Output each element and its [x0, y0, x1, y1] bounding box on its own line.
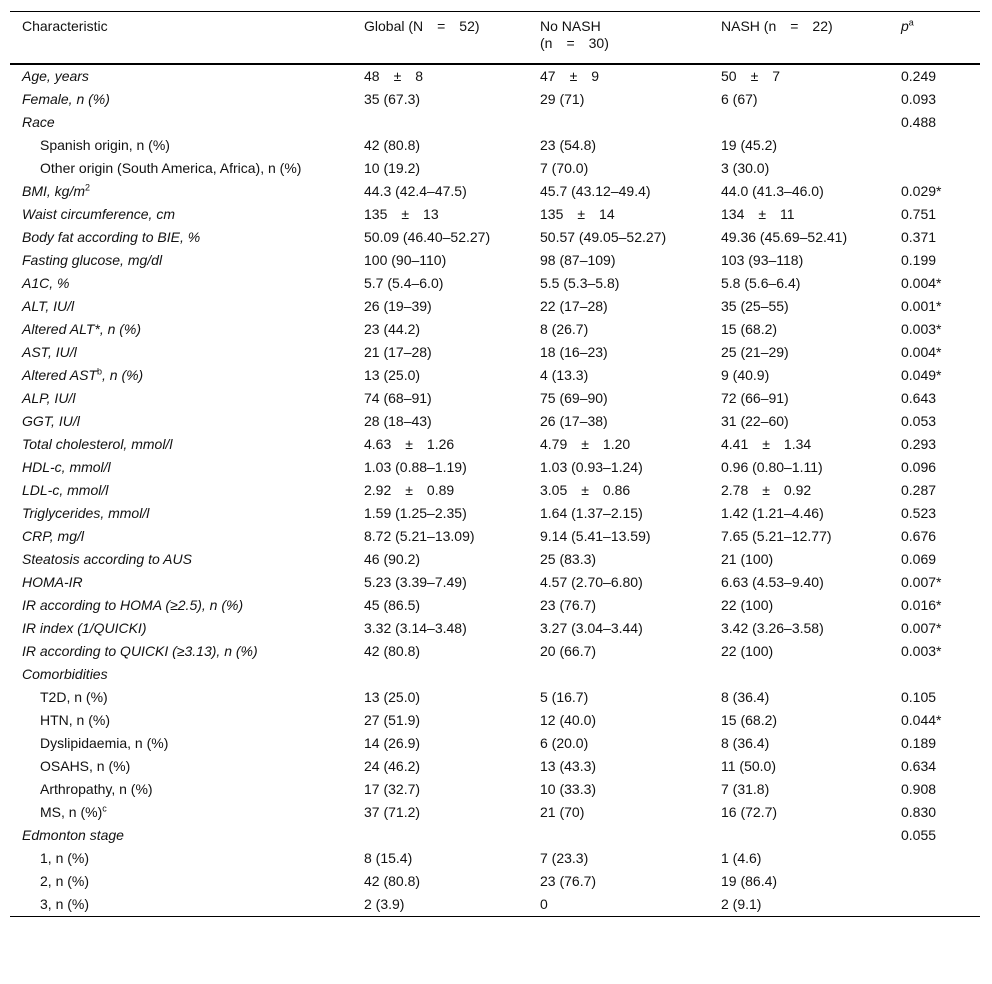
- table-row: [10, 502, 980, 525]
- table-row: [10, 134, 980, 157]
- cell-no-nash: 5.5 (5.3–5.8): [540, 275, 620, 291]
- cell-nash: 19 (86.4): [721, 873, 778, 889]
- cell-no-nash: 12 (40.0): [540, 712, 597, 728]
- cell-nash: 4.41 ± 1.34: [721, 436, 812, 452]
- cell-global: 28 (18–43): [364, 413, 432, 429]
- row-label-text: HTN, n (%): [40, 712, 110, 728]
- cell-p: 0.830: [901, 804, 937, 820]
- cell-global: 100 (90–110): [364, 252, 447, 268]
- cell-global: [352, 111, 528, 134]
- table-row: [10, 410, 980, 433]
- cell-global: 44.3 (42.4–47.5): [364, 183, 467, 199]
- cell-no-nash: [528, 663, 709, 686]
- cell-no-nash: 21 (70): [540, 804, 585, 820]
- cell-no-nash: 20 (66.7): [540, 643, 597, 659]
- row-label: [10, 663, 352, 686]
- row-label: [10, 893, 352, 917]
- row-label: [10, 870, 352, 893]
- row-label-text: IR index (1/QUICKI): [22, 620, 147, 636]
- row-label-text: HOMA-IR: [22, 574, 83, 590]
- cell-p: 0.293: [901, 436, 937, 452]
- cell-p: [889, 157, 980, 180]
- cell-nash: 103 (93–118): [721, 252, 804, 268]
- header-no-nash-line2: (n = 30): [540, 35, 609, 51]
- row-label: [10, 502, 352, 525]
- cell-no-nash: 23 (54.8): [540, 137, 597, 153]
- cell-no-nash: 1.64 (1.37–2.15): [540, 505, 643, 521]
- row-label: [10, 732, 352, 755]
- cell-nash: 1.42 (1.21–4.46): [721, 505, 824, 521]
- row-label-text: Triglycerides, mmol/l: [22, 505, 150, 521]
- cell-global: 27 (51.9): [364, 712, 421, 728]
- row-label-text: GGT, IU/l: [22, 413, 80, 429]
- row-label: [10, 594, 352, 617]
- cell-p: 0.488: [901, 114, 937, 130]
- cell-global: 5.7 (5.4–6.0): [364, 275, 444, 291]
- cell-no-nash: 7 (70.0): [540, 160, 589, 176]
- row-label: [10, 364, 352, 387]
- row-label-sup: c: [102, 803, 107, 814]
- cell-global: 37 (71.2): [364, 804, 421, 820]
- row-label: [10, 571, 352, 594]
- cell-global: 13 (25.0): [364, 689, 421, 705]
- cell-nash: 22 (100): [721, 643, 774, 659]
- cell-global: 4.63 ± 1.26: [364, 436, 455, 452]
- row-label: [10, 64, 352, 88]
- cell-nash: 2.78 ± 0.92: [721, 482, 812, 498]
- cell-no-nash: 26 (17–38): [540, 413, 608, 429]
- cell-no-nash: 98 (87–109): [540, 252, 616, 268]
- row-label: [10, 318, 352, 341]
- cell-global: [352, 824, 528, 847]
- cell-no-nash: 25 (83.3): [540, 551, 597, 567]
- cell-global: 135 ± 13: [364, 206, 439, 222]
- row-label: [10, 387, 352, 410]
- row-label-text: 3, n (%): [40, 896, 90, 912]
- cell-p: 0.523: [901, 505, 937, 521]
- row-label-text: CRP, mg/l: [22, 528, 84, 544]
- row-label-text: T2D, n (%): [40, 689, 108, 705]
- table-row: [10, 594, 980, 617]
- cell-nash: 8 (36.4): [721, 735, 770, 751]
- row-label: [10, 824, 352, 847]
- cell-p: 0.069: [901, 551, 937, 567]
- table-row: [10, 88, 980, 111]
- table-row: [10, 709, 980, 732]
- cell-no-nash: 1.03 (0.93–1.24): [540, 459, 643, 475]
- cell-nash: 6.63 (4.53–9.40): [721, 574, 824, 590]
- cell-nash: 11 (50.0): [721, 758, 776, 774]
- cell-p: 0.199: [901, 252, 937, 268]
- cell-no-nash: 4.57 (2.70–6.80): [540, 574, 643, 590]
- cell-nash: 25 (21–29): [721, 344, 789, 360]
- row-label-text: 1, n (%): [40, 850, 90, 866]
- cell-no-nash: 29 (71): [540, 91, 585, 107]
- cell-global: 45 (86.5): [364, 597, 421, 613]
- cell-p: [889, 847, 980, 870]
- row-label-sup: 2: [85, 182, 91, 193]
- row-label: [10, 433, 352, 456]
- cell-p: 0.003*: [901, 643, 942, 659]
- cell-no-nash: 23 (76.7): [540, 873, 597, 889]
- cell-global: 3.32 (3.14–3.48): [364, 620, 467, 636]
- cell-p: 0.676: [901, 528, 937, 544]
- cell-no-nash: 47 ± 9: [540, 68, 600, 84]
- cell-global: 5.23 (3.39–7.49): [364, 574, 467, 590]
- cell-nash: 0.96 (0.80–1.11): [721, 459, 823, 475]
- cell-global: 1.03 (0.88–1.19): [364, 459, 467, 475]
- header-no-nash: [528, 12, 709, 65]
- row-label: [10, 341, 352, 364]
- header-p-label: p: [901, 18, 909, 34]
- cell-no-nash: 13 (43.3): [540, 758, 597, 774]
- row-label: [10, 272, 352, 295]
- table-row: [10, 456, 980, 479]
- cell-p: 0.634: [901, 758, 937, 774]
- header-p-sup: a: [908, 17, 914, 28]
- row-label: [10, 456, 352, 479]
- row-label-text: OSAHS, n (%): [40, 758, 131, 774]
- cell-p: 0.003*: [901, 321, 942, 337]
- cell-p: 0.055: [901, 827, 937, 843]
- table-row: [10, 893, 980, 917]
- cell-global: 2.92 ± 0.89: [364, 482, 455, 498]
- cell-global: 48 ± 8: [364, 68, 424, 84]
- cell-p: 0.371: [901, 229, 937, 245]
- row-label-text: IR according to QUICKI (≥3.13), n (%): [22, 643, 258, 659]
- row-label: [10, 847, 352, 870]
- cell-no-nash: 10 (33.3): [540, 781, 597, 797]
- row-label-text: A1C, %: [22, 275, 70, 291]
- row-label-text: ALP, IU/l: [22, 390, 76, 406]
- cell-p: [889, 893, 980, 917]
- cell-nash: 72 (66–91): [721, 390, 789, 406]
- row-label-text: Edmonton stage: [22, 827, 124, 843]
- row-label-text: HDL-c, mmol/l: [22, 459, 111, 475]
- row-label: [10, 203, 352, 226]
- cell-no-nash: 23 (76.7): [540, 597, 597, 613]
- cell-p: 0.105: [901, 689, 937, 705]
- header-row: [10, 12, 980, 65]
- cell-global: 10 (19.2): [364, 160, 421, 176]
- table-row: [10, 778, 980, 801]
- cell-p: 0.287: [901, 482, 937, 498]
- row-label-text: Female, n (%): [22, 91, 110, 107]
- row-label-text: Altered ALT*, n (%): [22, 321, 142, 337]
- row-label: [10, 617, 352, 640]
- cell-global: 13 (25.0): [364, 367, 421, 383]
- row-label-text: Dyslipidaemia, n (%): [40, 735, 169, 751]
- cell-nash: 15 (68.2): [721, 321, 778, 337]
- row-label-sup: b: [96, 366, 102, 377]
- cell-no-nash: 4.79 ± 1.20: [540, 436, 631, 452]
- row-label: [10, 525, 352, 548]
- row-label: [10, 295, 352, 318]
- cell-nash: 22 (100): [721, 597, 774, 613]
- row-label: [10, 226, 352, 249]
- row-label-text: Race: [22, 114, 55, 130]
- row-label-text: Steatosis according to AUS: [22, 551, 192, 567]
- table-row: [10, 640, 980, 663]
- table-row: [10, 525, 980, 548]
- cell-no-nash: 4 (13.3): [540, 367, 589, 383]
- row-label-text: BMI, kg/m: [22, 183, 86, 199]
- cell-global: [352, 663, 528, 686]
- cell-no-nash: 18 (16–23): [540, 344, 608, 360]
- cell-nash: 15 (68.2): [721, 712, 778, 728]
- cell-p: 0.029*: [901, 183, 942, 199]
- row-label-text: Waist circumference, cm: [22, 206, 175, 222]
- cell-nash: 16 (72.7): [721, 804, 778, 820]
- row-label: [10, 134, 352, 157]
- row-label-text: ALT, IU/l: [22, 298, 75, 314]
- table-row: [10, 571, 980, 594]
- row-label: [10, 180, 352, 203]
- cell-p: 0.189: [901, 735, 937, 751]
- header-p: [889, 12, 980, 65]
- row-label-text: 2, n (%): [40, 873, 90, 889]
- table-row: [10, 272, 980, 295]
- table-container: [10, 11, 980, 917]
- cell-nash: 21 (100): [721, 551, 774, 567]
- row-label-after: , n (%): [101, 367, 144, 383]
- cell-nash: 134 ± 11: [721, 206, 795, 222]
- row-label: [10, 111, 352, 134]
- cell-no-nash: [528, 111, 709, 134]
- cell-p: [889, 870, 980, 893]
- table-row: [10, 548, 980, 571]
- cell-global: 24 (46.2): [364, 758, 421, 774]
- cell-nash: 7.65 (5.21–12.77): [721, 528, 832, 544]
- header-global: Global (N = 52): [364, 18, 480, 34]
- cell-no-nash: 8 (26.7): [540, 321, 589, 337]
- cell-nash: [709, 824, 889, 847]
- cell-p: 0.053: [901, 413, 937, 429]
- cell-no-nash: [528, 824, 709, 847]
- cell-global: 74 (68–91): [364, 390, 432, 406]
- row-label: [10, 157, 352, 180]
- cell-global: 42 (80.8): [364, 643, 421, 659]
- row-label: [10, 640, 352, 663]
- row-label-text: Comorbidities: [22, 666, 108, 682]
- cell-no-nash: 3.05 ± 0.86: [540, 482, 631, 498]
- characteristics-table: [10, 11, 980, 917]
- cell-p: 0.908: [901, 781, 937, 797]
- row-label-text: Fasting glucose, mg/dl: [22, 252, 163, 268]
- table-row: [10, 847, 980, 870]
- cell-p: 0.249: [901, 68, 937, 84]
- row-label: [10, 548, 352, 571]
- row-label: [10, 755, 352, 778]
- cell-no-nash: 22 (17–28): [540, 298, 608, 314]
- cell-no-nash: 7 (23.3): [540, 850, 589, 866]
- row-label-text: Other origin (South America, Africa), n (%): [40, 160, 302, 176]
- cell-no-nash: 3.27 (3.04–3.44): [540, 620, 643, 636]
- cell-nash: [709, 111, 889, 134]
- cell-global: 1.59 (1.25–2.35): [364, 505, 467, 521]
- cell-nash: 6 (67): [721, 91, 758, 107]
- header-characteristic: Characteristic: [22, 18, 108, 34]
- cell-nash: 3.42 (3.26–3.58): [721, 620, 824, 636]
- cell-p: 0.016*: [901, 597, 942, 613]
- cell-nash: [709, 663, 889, 686]
- table-row: [10, 295, 980, 318]
- cell-global: 35 (67.3): [364, 91, 421, 107]
- cell-global: 8.72 (5.21–13.09): [364, 528, 475, 544]
- cell-nash: 35 (25–55): [721, 298, 789, 314]
- table-body: [10, 64, 980, 917]
- cell-global: 2 (3.9): [364, 896, 405, 912]
- cell-no-nash: 50.57 (49.05–52.27): [540, 229, 667, 245]
- cell-global: 21 (17–28): [364, 344, 432, 360]
- row-label: [10, 88, 352, 111]
- table-row: [10, 617, 980, 640]
- cell-p: 0.001*: [901, 298, 942, 314]
- row-label-text: LDL-c, mmol/l: [22, 482, 109, 498]
- table-row: [10, 249, 980, 272]
- row-label-text: Age, years: [22, 68, 89, 84]
- cell-p: 0.093: [901, 91, 937, 107]
- cell-nash: 9 (40.9): [721, 367, 770, 383]
- table-row: [10, 364, 980, 387]
- row-label-text: Total cholesterol, mmol/l: [22, 436, 173, 452]
- table-row: [10, 318, 980, 341]
- cell-global: 42 (80.8): [364, 873, 421, 889]
- row-label: [10, 249, 352, 272]
- cell-p: 0.096: [901, 459, 937, 475]
- cell-no-nash: 135 ± 14: [540, 206, 615, 222]
- table-row: [10, 801, 980, 824]
- table-row: [10, 111, 980, 134]
- cell-no-nash: 5 (16.7): [540, 689, 589, 705]
- table-row: [10, 870, 980, 893]
- row-label: [10, 801, 352, 824]
- row-label-text: Body fat according to BIE, %: [22, 229, 201, 245]
- cell-nash: 1 (4.6): [721, 850, 762, 866]
- cell-p: 0.751: [901, 206, 937, 222]
- cell-global: 8 (15.4): [364, 850, 413, 866]
- cell-nash: 31 (22–60): [721, 413, 789, 429]
- row-label-text: Spanish origin, n (%): [40, 137, 170, 153]
- cell-p: 0.004*: [901, 275, 942, 291]
- row-label-text: Arthropathy, n (%): [40, 781, 153, 797]
- table-row: [10, 663, 980, 686]
- cell-p: [889, 134, 980, 157]
- cell-global: 14 (26.9): [364, 735, 421, 751]
- cell-no-nash: 6 (20.0): [540, 735, 589, 751]
- cell-no-nash: 45.7 (43.12–49.4): [540, 183, 651, 199]
- cell-p: 0.007*: [901, 574, 942, 590]
- cell-global: 42 (80.8): [364, 137, 421, 153]
- cell-p: [889, 663, 980, 686]
- row-label-text: AST, IU/l: [22, 344, 77, 360]
- table-row: [10, 157, 980, 180]
- cell-p: 0.049*: [901, 367, 942, 383]
- table-row: [10, 341, 980, 364]
- header-nash: NASH (n = 22): [721, 18, 833, 34]
- cell-global: 50.09 (46.40–52.27): [364, 229, 491, 245]
- row-label: [10, 778, 352, 801]
- cell-nash: 44.0 (41.3–46.0): [721, 183, 824, 199]
- table-row: [10, 755, 980, 778]
- cell-nash: 5.8 (5.6–6.4): [721, 275, 801, 291]
- cell-nash: 3 (30.0): [721, 160, 770, 176]
- cell-nash: 49.36 (45.69–52.41): [721, 229, 848, 245]
- cell-no-nash: 75 (69–90): [540, 390, 608, 406]
- row-label-text: Altered AST: [22, 367, 97, 383]
- table-row: [10, 64, 980, 88]
- table-row: [10, 824, 980, 847]
- table-row: [10, 387, 980, 410]
- cell-nash: 19 (45.2): [721, 137, 778, 153]
- table-row: [10, 479, 980, 502]
- row-label: [10, 479, 352, 502]
- cell-global: 46 (90.2): [364, 551, 421, 567]
- cell-global: 23 (44.2): [364, 321, 421, 337]
- cell-nash: 8 (36.4): [721, 689, 770, 705]
- cell-no-nash: 9.14 (5.41–13.59): [540, 528, 651, 544]
- table-row: [10, 686, 980, 709]
- cell-no-nash: 0: [540, 896, 548, 912]
- cell-global: 26 (19–39): [364, 298, 432, 314]
- cell-p: 0.044*: [901, 712, 942, 728]
- table-row: [10, 433, 980, 456]
- table-row: [10, 732, 980, 755]
- row-label: [10, 686, 352, 709]
- cell-p: 0.007*: [901, 620, 942, 636]
- row-label: [10, 410, 352, 433]
- table-row: [10, 226, 980, 249]
- cell-nash: 2 (9.1): [721, 896, 762, 912]
- cell-p: 0.643: [901, 390, 937, 406]
- header-no-nash-line1: No NASH: [540, 18, 601, 34]
- table-row: [10, 203, 980, 226]
- row-label-text: MS, n (%): [40, 804, 103, 820]
- cell-global: 17 (32.7): [364, 781, 421, 797]
- row-label-text: IR according to HOMA (≥2.5), n (%): [22, 597, 244, 613]
- cell-nash: 7 (31.8): [721, 781, 770, 797]
- cell-nash: 50 ± 7: [721, 68, 781, 84]
- table-row: [10, 180, 980, 203]
- cell-p: 0.004*: [901, 344, 942, 360]
- row-label: [10, 709, 352, 732]
